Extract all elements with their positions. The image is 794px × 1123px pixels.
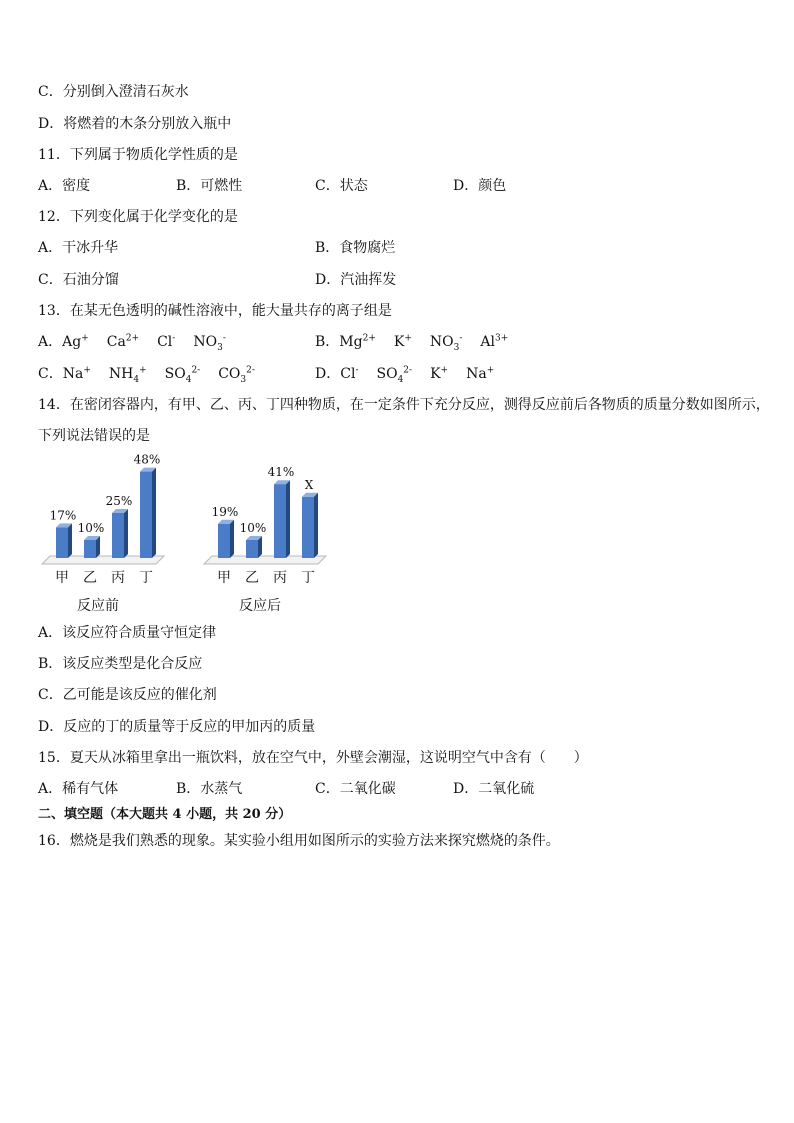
bar-front xyxy=(112,513,124,558)
q12-option-c: C．石油分馏 xyxy=(38,272,119,288)
ion: $Ca^{2+}$ xyxy=(106,333,140,350)
option-label: C． xyxy=(38,366,63,382)
q10-option-c: C．分别倒入澄清石灰水 xyxy=(38,84,189,100)
category-label: 丁 xyxy=(139,570,153,586)
ion: $Al^{3+}$ xyxy=(480,333,509,350)
ion: $NH_4^+$ xyxy=(108,365,147,385)
q16-stem: 16．燃烧是我们熟悉的现象。某实验小组用如图所示的实验方法来探究燃烧的条件。 xyxy=(38,833,560,849)
q14-option-d: D．反应的丁的质量等于反应的甲加丙的质量 xyxy=(38,719,316,735)
q13-option-d xyxy=(315,365,494,383)
q14-option-b: B．该反应类型是化合反应 xyxy=(38,656,203,672)
bar-front xyxy=(274,484,286,558)
category-label: 丁 xyxy=(301,570,315,586)
q11-option-b: B．可燃性 xyxy=(176,178,243,194)
bar-front xyxy=(140,472,152,558)
ion: Cl- xyxy=(157,333,176,350)
q15-option-c: C．二氧化碳 xyxy=(315,781,396,797)
ion: Na+ xyxy=(62,365,91,382)
q15-option-d: D．二氧化硫 xyxy=(453,781,535,797)
q11-option-c: C．状态 xyxy=(315,178,368,194)
bar-乙 xyxy=(84,536,100,558)
q12-option-d: D．汽油挥发 xyxy=(315,272,397,288)
ion: Na+ xyxy=(466,365,495,382)
bar-front xyxy=(218,524,230,558)
ion: $NO_3^-$ xyxy=(429,333,463,353)
bar-value-label: 41% xyxy=(267,465,295,480)
chart-after xyxy=(198,450,348,620)
bar-value-label: 48% xyxy=(133,452,161,467)
q13-option-c xyxy=(38,365,255,383)
q12-option-a: A．干冰升华 xyxy=(38,240,119,256)
bar-value-label: 19% xyxy=(211,504,239,519)
bar-value-label: 10% xyxy=(77,521,105,535)
bar-front xyxy=(56,527,68,558)
bar-乙 xyxy=(246,536,262,558)
bar-side xyxy=(152,468,156,558)
category-label: 甲 xyxy=(217,570,231,586)
option-label: B． xyxy=(315,334,340,350)
bar-甲 xyxy=(56,523,72,558)
bar-front xyxy=(246,540,258,558)
q10-option-d: D．将燃着的木条分别放入瓶中 xyxy=(38,116,232,132)
q14-stem-line2: 下列说法错误的是 xyxy=(38,428,150,444)
category-label: 乙 xyxy=(83,570,97,586)
section-heading: 二、填空题（本大题共 4 小题，共 20 分） xyxy=(38,807,292,822)
category-label: 丙 xyxy=(111,570,125,586)
bar-side xyxy=(230,520,234,558)
category-label: 甲 xyxy=(55,570,69,586)
ion: $Mg^{2+}$ xyxy=(339,333,376,350)
bar-value-label: 25% xyxy=(105,494,133,508)
q12-option-b: B．食物腐烂 xyxy=(315,240,396,256)
bar-side xyxy=(286,480,290,558)
ion: K+ xyxy=(430,365,449,382)
bar-丙 xyxy=(112,509,128,558)
ion: K+ xyxy=(393,333,412,350)
bar-front xyxy=(84,540,96,558)
q13-option-a xyxy=(38,333,226,351)
q12-stem: 12．下列变化属于化学变化的是 xyxy=(38,209,238,225)
bar-side xyxy=(68,523,72,558)
bar-丁 xyxy=(302,493,318,558)
ion: $SO_4^{2-}$ xyxy=(376,365,413,385)
q13-option-b xyxy=(315,333,508,351)
q14-option-a: A．该反应符合质量守恒定律 xyxy=(38,625,217,641)
q11-option-d: D．颜色 xyxy=(453,178,507,194)
bar-side xyxy=(124,509,128,558)
q11-stem: 11．下列属于物质化学性质的是 xyxy=(38,147,238,163)
q15-option-b: B．水蒸气 xyxy=(176,781,243,797)
q15-option-a: A．稀有气体 xyxy=(38,781,119,797)
option-label: D． xyxy=(315,366,341,382)
ion: $CO_3^{2-}$ xyxy=(218,365,255,385)
ion: $SO_4^{2-}$ xyxy=(164,365,201,385)
bar-front xyxy=(302,497,314,558)
q13-stem: 13．在某无色透明的碱性溶液中，能大量共存的离子组是 xyxy=(38,303,392,319)
chart-title: 反应前 xyxy=(77,598,119,614)
ion: Ag+ xyxy=(62,333,89,350)
bar-value-label: X xyxy=(304,477,314,492)
bar-side xyxy=(314,493,318,558)
ion: $NO_3^-$ xyxy=(193,333,226,353)
chart-title: 反应后 xyxy=(239,598,281,614)
q15-stem: 15．夏天从冰箱里拿出一瓶饮料，放在空气中，外壁会潮湿，这说明空气中含有（ ） xyxy=(38,750,588,766)
bar-丙 xyxy=(274,480,290,558)
category-label: 丙 xyxy=(273,570,287,586)
option-label: A． xyxy=(38,334,63,350)
bar-value-label: 17% xyxy=(49,508,77,523)
bar-甲 xyxy=(218,520,234,558)
ion: Cl- xyxy=(340,365,359,382)
bar-丁 xyxy=(140,468,156,558)
bar-value-label: 10% xyxy=(239,521,267,535)
chart-before xyxy=(36,450,186,620)
q11-option-a: A．密度 xyxy=(38,178,91,194)
category-label: 乙 xyxy=(245,570,259,586)
q14-option-c: C．乙可能是该反应的催化剂 xyxy=(38,687,217,703)
q14-stem-line1: 14．在密闭容器内，有甲、乙、丙、丁四种物质，在一定条件下充分反应，测得反应前后各物质的质量分数如图所示， xyxy=(38,397,770,413)
